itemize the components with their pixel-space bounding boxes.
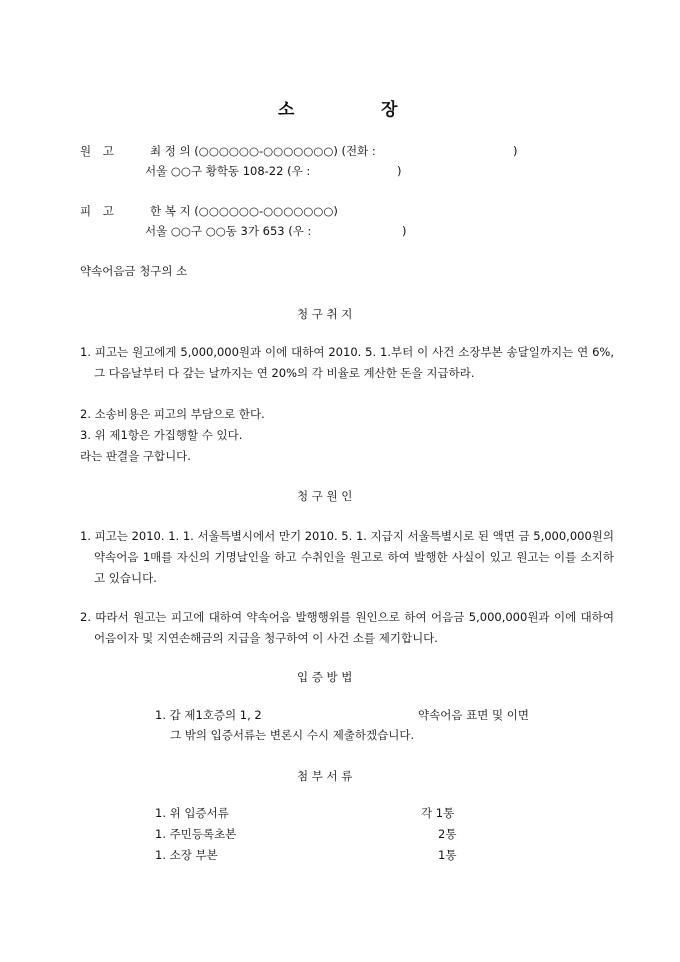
claim-cause-item-1: 1. 피고는 2010. 1. 1. 서울특별시에서 만기 2010. 5. 1. 지급지 서울특별시로 된 액면 금 5,000,000원의 약속어음 1매를 자신의 기명날인을 하고 수취인을 원고로 하여 발행한 사실이 있고 원고는 이를 소지하고 있습니다. (80, 529, 615, 585)
plaintiff-phone-close: ) (513, 144, 518, 158)
evidence-item-description: 약속어음 표면 및 이면 (418, 708, 529, 722)
claim-purpose-item-1: 1. 피고는 원고에게 5,000,000원과 이에 대하여 2010. 5. 1.부터 이 사건 소장부본 송달일까지는 연 6%, 그 다음날부터 다 갚는 날까지는 연 20%의 각 비율로 계산한 돈을 지급하라. (80, 345, 614, 380)
plaintiff-label: 원 고 (80, 144, 114, 158)
case-name: 약속어음금 청구의 소 (80, 264, 188, 278)
attachment-item-qty: 2통 (438, 827, 457, 841)
claim-purpose-heading: 청 구 취 지 (297, 307, 353, 321)
claim-cause-heading: 청 구 원 인 (297, 489, 353, 503)
plaintiff-address: 서울 ○○구 황학동 108-22 (우 : (145, 164, 311, 178)
attachments-heading: 첨 부 서 류 (297, 769, 353, 783)
plaintiff-address-close: ) (397, 164, 402, 178)
claim-purpose-closing: 라는 판결을 구합니다. (80, 449, 191, 463)
defendant-address-close: ) (402, 224, 407, 238)
claim-purpose-item-3: 3. 위 제1항은 가집행할 수 있다. (80, 428, 243, 442)
defendant-name: 한 복 지 (○○○○○○-○○○○○○○) (150, 204, 338, 218)
attachment-item-name: 1. 소장 부본 (155, 848, 218, 862)
title-char-1: 소 (278, 100, 295, 120)
title-char-2: 장 (381, 100, 398, 120)
attachment-item-name: 1. 위 입증서류 (155, 806, 229, 820)
evidence-heading: 입 증 방 법 (297, 670, 353, 684)
evidence-note: 그 밖의 입증서류는 변론시 수시 제출하겠습니다. (170, 728, 415, 742)
attachment-item-qty: 1통 (438, 848, 457, 862)
attachment-item-name: 1. 주민등록초본 (155, 827, 237, 841)
defendant-label: 피 고 (80, 204, 114, 218)
claim-purpose-item-2: 2. 소송비용은 피고의 부담으로 한다. (80, 407, 265, 421)
evidence-item-label: 1. 갑 제1호증의 1, 2 (155, 708, 262, 722)
claim-cause-item-2: 2. 따라서 원고는 피고에 대하여 약속어음 발행행위를 원인으로 하여 어음금 5,000,000원과 이에 대하여 어음이자 및 지연손해금의 지급을 청구하여 이 사건 소를 제기합니다. (80, 610, 614, 645)
plaintiff-name: 최 정 의 (○○○○○○-○○○○○○○) (전화 : (150, 144, 376, 158)
attachment-item-qty: 각 1통 (421, 806, 455, 820)
defendant-address: 서울 ○○구 ○○동 3가 653 (우 : (145, 224, 312, 238)
